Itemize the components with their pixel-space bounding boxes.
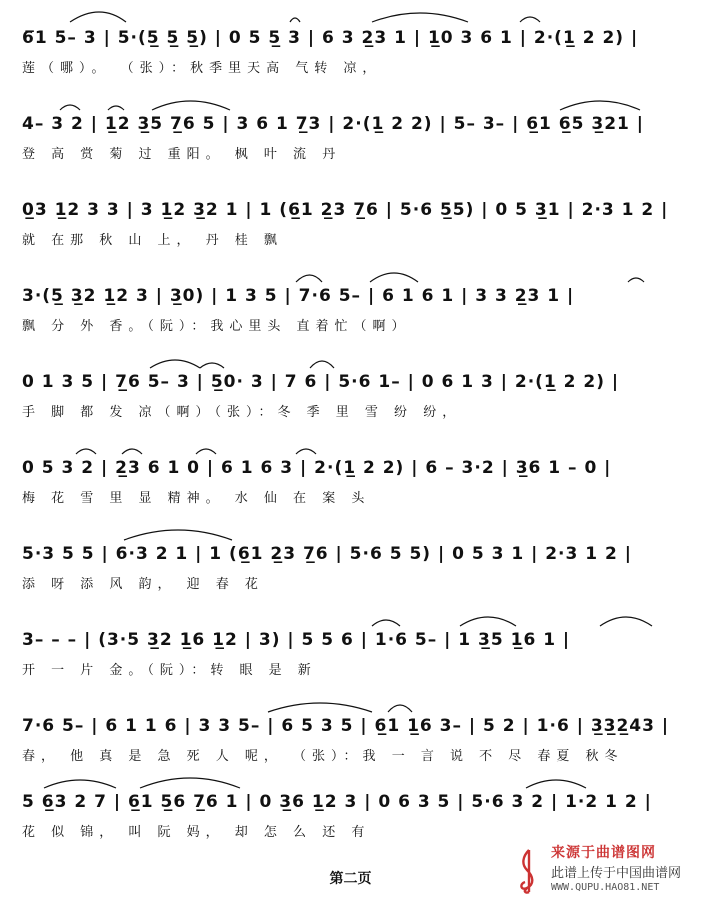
notation-line: 3– – – | (3·5 3̲2 1̲6 1̲2 | 3) | 5 5 6 | 1·6 5– | 1 3̲5 1̲6 1 |	[22, 630, 571, 650]
lyric-line: 就 在那 秋 山 上， 丹 桂 飘	[22, 233, 283, 248]
slur-marks	[0, 602, 701, 632]
notation-line: 0 5 3 2 | 2̲3 6 1 0 | 6 1 6 3 | 2·(1̲ 2 2) | 6 – 3·2 | 3̲6 1 – 0 |	[22, 458, 612, 478]
score-system-3	[0, 172, 701, 258]
slur-marks	[0, 344, 701, 374]
lyric-line: 飘 分 外 香。（阮）：我心里头 直着忙（啊）	[22, 319, 411, 334]
page-number: 第二页	[329, 871, 372, 887]
score-system-6	[0, 430, 701, 516]
lyric-line: 开 一 片 金。（阮）：转 眼 是 新	[22, 663, 317, 678]
notation-line: 5·3 5 5 | 6·3 2 1 | 1 (6̲1 2̲3 7̲6 | 5·6 5 5) | 0 5 3 1 | 2·3 1 2 |	[22, 544, 632, 564]
lyric-line: 登 高 赏 菊 过 重阳。 枫 叶 流 丹	[22, 147, 342, 162]
treble-clef-icon	[513, 846, 543, 896]
notation-line: 0̲3 1̲2 3 3 | 3 1̲2 3̲2 1 | 1 (6̲1 2̲3 7̲6 | 5·6 5̲5) | 0 5 3̲1 | 2·3 1 2 |	[22, 200, 669, 220]
lyric-line: 春， 他 真 是 急 死 人 呢， （张）：我 一 言 说 不 尽 春夏 秋冬	[22, 749, 624, 764]
watermark-title: 来源于曲谱图网	[551, 845, 656, 861]
lyric-line: 手 脚 都 发 凉（啊）（张）：冬 季 里 雪 纷 纷，	[22, 405, 462, 420]
slur-marks	[0, 516, 701, 546]
score-system-7	[0, 516, 701, 602]
watermark	[513, 838, 693, 906]
slur-marks	[0, 86, 701, 116]
watermark-subtitle: 此谱上传于中国曲谱网	[551, 866, 682, 881]
slur-marks	[0, 172, 701, 202]
slur-marks	[0, 688, 701, 718]
notation-line: 6̅1 5– 3 | 5·(5̲ 5̲ 5̲) | 0 5 5̲ 3 | 6 3 2̲3 1 | 1̲0 3 6 1 | 2·(1̲ 2 2) |	[22, 28, 639, 48]
lyric-line: 莲（哪）。 （张）：秋季里天高 气转 凉，	[22, 61, 382, 76]
slur-marks	[0, 430, 701, 460]
score-system-8	[0, 602, 701, 688]
score-system-1	[0, 0, 701, 86]
notation-line: 3·(5̲ 3̲2 1̲2 3 | 3̲0) | 1 3 5 | 7·6 5– | 6 1 6 1 | 3 3 2̲3 1 |	[22, 286, 575, 306]
notation-line: 7·6 5– | 6 1 1 6 | 3 3 5– | 6 5 3 5 | 6̲1 1̲6 3– | 5 2 | 1·6 | 3̲3̲2̲43 |	[22, 716, 670, 736]
lyric-line: 添 呀 添 风 韵， 迎 春 花	[22, 577, 264, 592]
notation-line: 0 1 3 5 | 7̲6 5– 3 | 5̲0· 3 | 7 6 | 5·6 1– | 0 6 1 3 | 2·(1̲ 2 2) |	[22, 372, 620, 392]
lyric-line: 花 似 锦， 叫 阮 妈， 却 怎 么 还 有	[22, 825, 371, 840]
watermark-url: WWW.QUPU.HAO81.NET	[551, 882, 660, 893]
notation-line: 5 6̲3 2 7 | 6̲1 5̲6 7̲6 1 | 0 3̲6 1̲2 3 | 0 6 3 5 | 5·6 3 2 | 1·2 1 2 |	[22, 792, 652, 812]
notation-line: 4– 3 2 | 1̲2 3̲5 7̲6 5 | 3 6 1 7̲3 | 2·(1̲ 2 2) | 5– 3– | 6̲1 6̲5 3̲21 |	[22, 114, 644, 134]
score-system-9	[0, 688, 701, 774]
lyric-line: 梅 花 雪 里 显 精神。 水 仙 在 案 头	[22, 491, 371, 506]
score-system-4	[0, 258, 701, 344]
slur-marks	[0, 0, 701, 30]
score-system-5	[0, 344, 701, 430]
slur-marks	[0, 764, 701, 794]
score-system-2	[0, 86, 701, 172]
slur-marks	[0, 258, 701, 288]
